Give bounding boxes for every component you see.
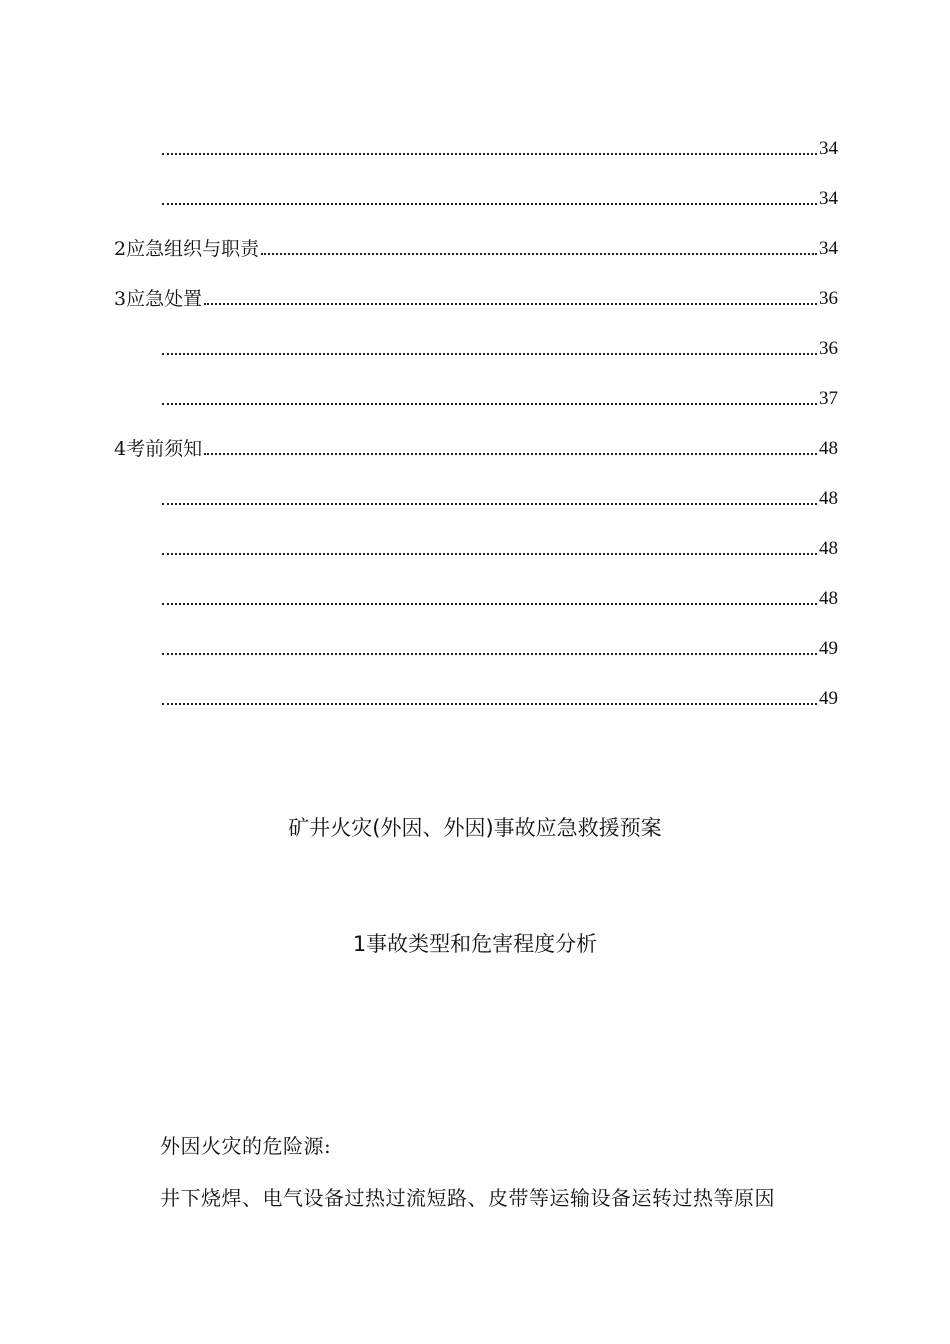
toc-leader-dots [261,253,817,255]
toc-leader-dots [162,653,817,655]
toc-entry[interactable] [114,286,838,312]
toc-entry[interactable] [160,386,838,412]
toc-entry[interactable] [114,236,838,262]
toc-entry-label: 3应急处置 [114,288,203,310]
toc-leader-dots [162,603,817,605]
toc-entry[interactable] [160,186,838,212]
toc-page-number: 36 [819,338,838,359]
toc-entry[interactable] [160,486,838,512]
toc-page-number: 48 [819,588,838,609]
toc-page-number: 49 [819,688,838,709]
toc-page-number: 48 [819,438,838,459]
toc-entry[interactable] [114,436,838,462]
toc-leader-dots [162,353,817,355]
toc-leader-dots [162,553,817,555]
toc-entry[interactable] [160,336,838,362]
toc-page-number: 49 [819,638,838,659]
toc-leader-dots [162,403,817,405]
paragraph: 井下烧焊、电气设备过热过流短路、皮带等运输设备运转过热等原因 [160,1186,775,1210]
paragraph: 外因火灾的危险源: [160,1134,332,1158]
toc-page-number: 48 [819,488,838,509]
toc-leader-dots [204,303,817,305]
toc-entry[interactable] [160,586,838,612]
toc-entry[interactable] [160,686,838,712]
toc-page-number: 48 [819,538,838,559]
toc-leader-dots [162,153,817,155]
toc-leader-dots [162,503,817,505]
section-heading: 1事故类型和危害程度分析 [352,932,598,956]
toc-entry-label: 4考前须知 [114,438,203,460]
toc-entry[interactable] [160,136,838,162]
toc-entry[interactable] [160,636,838,662]
toc-entry[interactable] [160,536,838,562]
toc-entry-label: 2应急组织与职责 [114,238,260,260]
toc-leader-dots [162,203,817,205]
toc-page-number: 36 [819,288,838,309]
toc-page-number: 37 [819,388,838,409]
document-title: 矿井火灾(外因、外因)事故应急救援预案 [288,816,662,840]
toc-page-number: 34 [819,238,838,259]
toc-leader-dots [162,703,817,705]
toc-leader-dots [204,453,817,455]
toc-page-number: 34 [819,188,838,209]
toc-page-number: 34 [819,138,838,159]
